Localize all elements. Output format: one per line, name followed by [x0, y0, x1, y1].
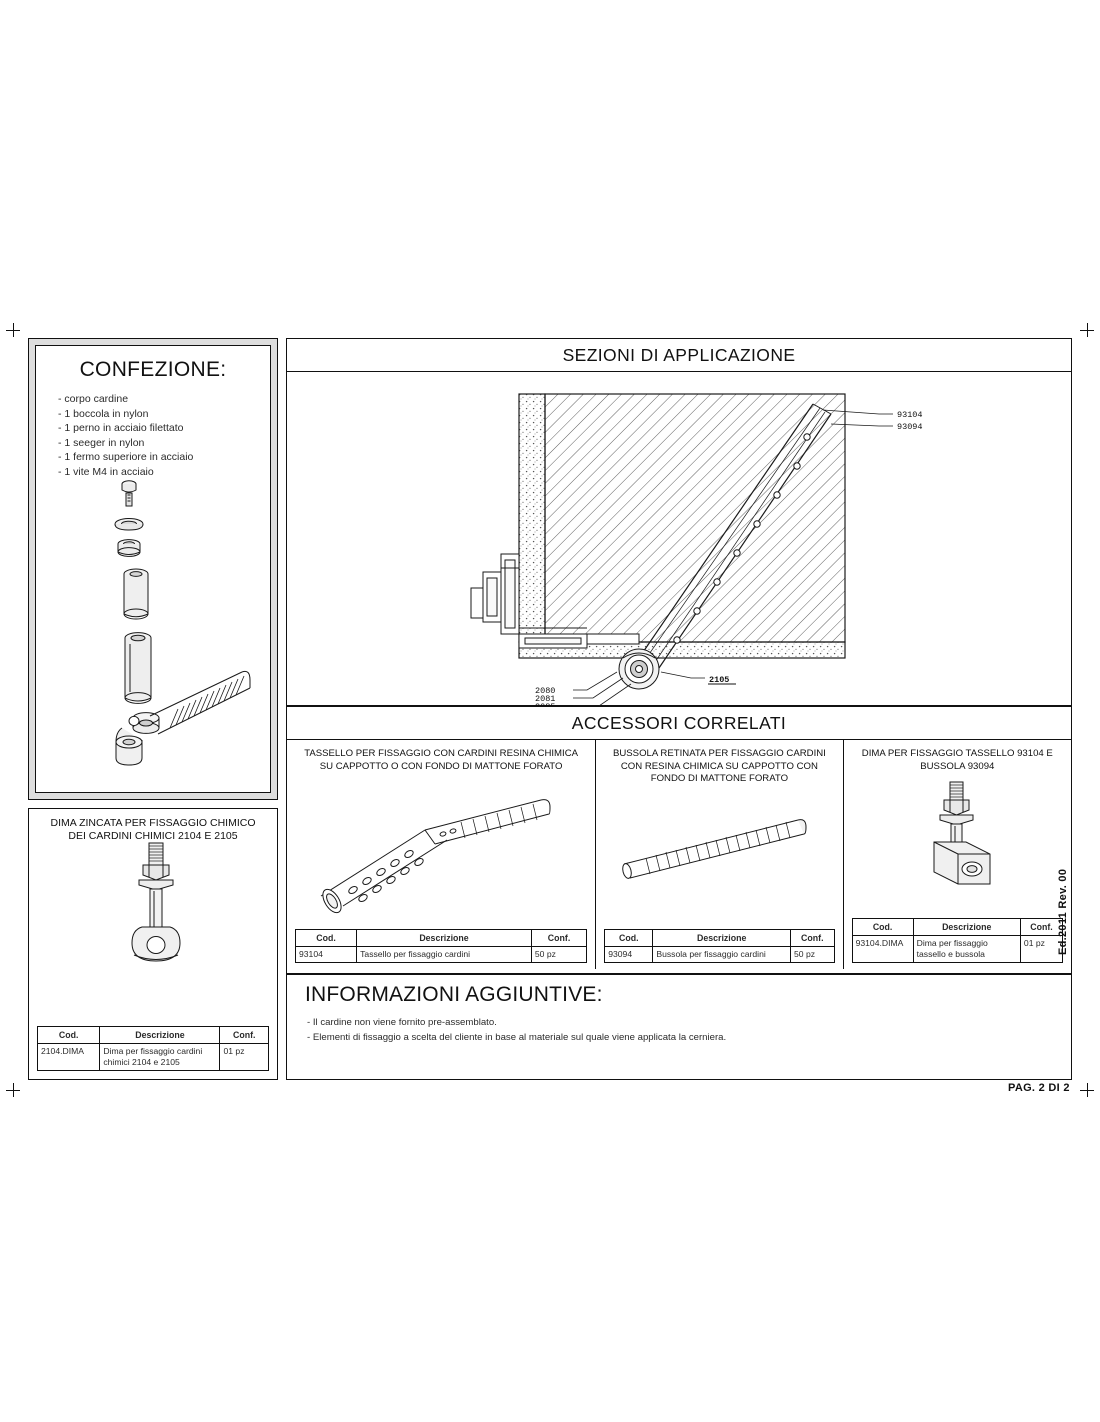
- confezione-title: CONFEZIONE:: [79, 358, 227, 381]
- cell-conf: 01 pz: [220, 1044, 269, 1071]
- callout-93094: 93094: [897, 422, 923, 432]
- cell-conf: 01 pz: [1020, 936, 1062, 963]
- sezioni-section-drawing: [287, 372, 1071, 702]
- dima-illustration: [87, 839, 227, 979]
- table-header-row: [296, 930, 587, 947]
- col-header-conf: Conf.: [220, 1027, 269, 1044]
- panel-accessori-correlati: [286, 706, 1072, 974]
- tassello-code-table: [295, 929, 587, 963]
- accessori-columns: [287, 740, 1071, 969]
- accessori-column-bussola: [596, 740, 843, 969]
- technical-drawing-area: [28, 338, 1072, 1080]
- col-header-conf: Conf.: [1020, 919, 1062, 936]
- callout-93104: 93104: [897, 410, 923, 420]
- col-header-conf: Conf.: [531, 930, 586, 947]
- list-item: - 1 seeger in nylon: [58, 436, 145, 449]
- table-header-row: [38, 1027, 269, 1044]
- acc-title-3: DIMA PER FISSAGGIO TASSELLO 93104 E BUSSOLA 93094: [861, 748, 1053, 772]
- tassello-illustration: [305, 788, 581, 908]
- revision-text: Ed.2011 Rev. 00: [1057, 868, 1069, 955]
- table-row: [38, 1044, 269, 1071]
- crop-mark-bottom-left-v: [13, 1083, 14, 1097]
- crop-mark-top-right-v: [1087, 323, 1088, 337]
- callout-2080: 2080: [535, 686, 556, 696]
- col-header-descrizione: Descrizione: [357, 930, 532, 947]
- table-row: [296, 947, 587, 963]
- cell-descrizione: Tassello per fissaggio cardini: [357, 947, 532, 963]
- cell-cod: 2104.DIMA: [38, 1044, 100, 1071]
- cell-cod: 93104: [296, 947, 357, 963]
- dima-panel-title: [29, 809, 277, 843]
- col-header-descrizione: Descrizione: [653, 930, 791, 947]
- bussola-code-table: [604, 929, 834, 963]
- col-header-conf: Conf.: [791, 930, 835, 947]
- dima-table-wrap: [37, 1026, 269, 1071]
- cell-conf: 50 pz: [791, 947, 835, 963]
- crop-mark-top-left-v: [13, 323, 14, 337]
- accessori-title: ACCESSORI CORRELATI: [287, 707, 1071, 740]
- cell-descrizione: Dima per fissaggio tassello e bussola: [913, 936, 1020, 963]
- table-header-row: [852, 919, 1062, 936]
- col-header-cod: Cod.: [296, 930, 357, 947]
- info-line: - Elementi di fissaggio a scelta del cliente in base al materiale sul quale viene applicata la cerniera.: [307, 1032, 727, 1043]
- callout-2105: 2105: [709, 675, 730, 685]
- cell-conf: 50 pz: [531, 947, 586, 963]
- info-notes: [301, 1015, 1057, 1045]
- dima-title-line2: DEI CARDINI CHIMICI 2104 E 2105: [68, 830, 238, 842]
- table-row: [852, 936, 1062, 963]
- cell-descrizione: Bussola per fissaggio cardini: [653, 947, 791, 963]
- cell-cod: 93104.DIMA: [852, 936, 913, 963]
- acc-title-1: TASSELLO PER FISSAGGIO CON CARDINI RESINA CHIMICA SU CAPPOTTO O CON FONDO DI MATTONE FORATO: [304, 748, 579, 772]
- col-header-cod: Cod.: [38, 1027, 100, 1044]
- dima-tassello-illustration: [906, 780, 1016, 900]
- acc-table-wrap-3: [852, 918, 1063, 963]
- panel-dima-zincata: [28, 808, 278, 1080]
- col-header-descrizione: Descrizione: [913, 919, 1020, 936]
- cell-descrizione: Dima per fissaggio cardini chimici 2104 e 2105: [100, 1044, 220, 1071]
- page-number-text: PAG. 2 DI 2: [1008, 1082, 1070, 1094]
- accessori-column-tassello: [287, 740, 596, 969]
- panel-confezione: [28, 338, 278, 800]
- col-header-descrizione: Descrizione: [100, 1027, 220, 1044]
- panel-informazioni-aggiuntive: [286, 974, 1072, 1080]
- panel-sezioni-applicazione: [286, 338, 1072, 706]
- acc-table-wrap-2: [604, 929, 834, 963]
- bussola-illustration: [610, 802, 830, 892]
- panel-confezione-inner: [35, 345, 271, 793]
- list-item: - 1 fermo superiore in acciaio: [58, 451, 194, 463]
- dima-code-table: [37, 1026, 269, 1071]
- dima-tassello-code-table: [852, 918, 1063, 963]
- col-header-cod: Cod.: [605, 930, 653, 947]
- crop-mark-bottom-right-v: [1087, 1083, 1088, 1097]
- sezioni-title: SEZIONI DI APPLICAZIONE: [287, 339, 1071, 372]
- table-header-row: [605, 930, 834, 947]
- table-row: [605, 947, 834, 963]
- accessori-column-dima: [844, 740, 1071, 969]
- cell-cod: 93094: [605, 947, 653, 963]
- info-line: - Il cardine non viene fornito pre-assemblato.: [307, 1017, 497, 1028]
- exploded-hinge-illustration: [86, 466, 286, 766]
- list-item: - corpo cardine: [58, 393, 129, 405]
- acc-table-wrap-1: [295, 929, 587, 963]
- info-title: INFORMAZIONI AGGIUNTIVE:: [305, 983, 603, 1006]
- callout-2081: 2081: [535, 694, 556, 704]
- col-header-cod: Cod.: [852, 919, 913, 936]
- dima-title-line1: DIMA ZINCATA PER FISSAGGIO CHIMICO: [50, 817, 256, 829]
- acc-title-2: BUSSOLA RETINATA PER FISSAGGIO CARDINI CON RESINA CHIMICA SU CAPPOTTO CON FONDO DI MATTONE FORATO: [612, 748, 826, 784]
- list-item: - 1 boccola in nylon: [58, 407, 149, 420]
- list-item: - 1 vite M4 in acciaio: [58, 465, 154, 478]
- list-item: - 1 perno in acciaio filettato: [58, 422, 184, 434]
